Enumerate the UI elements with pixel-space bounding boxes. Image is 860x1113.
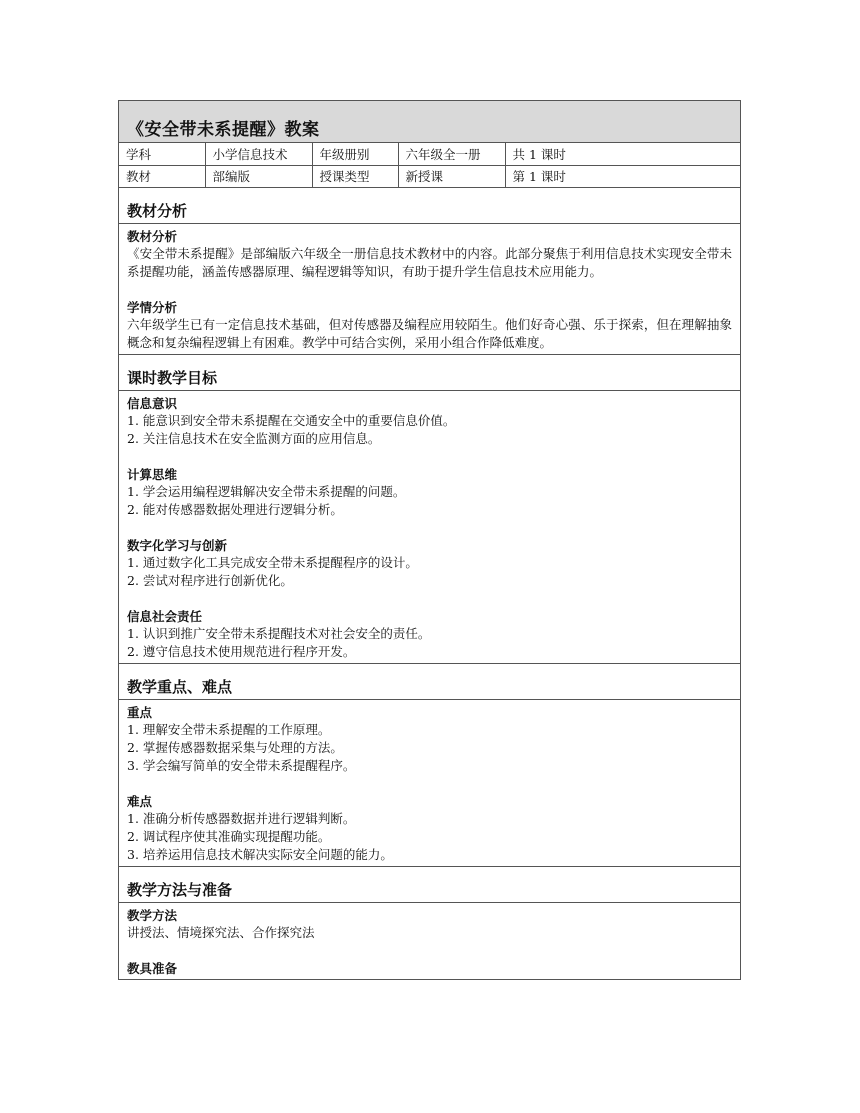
section-body-analysis (119, 224, 740, 355)
paragraph: 《安全带未系提醒》是部编版六年级全一册信息技术教材中的内容。此部分聚焦于利用信息技术实现安全带未系提醒功能，涵盖传感器原理、编程逻辑等知识，有助于提升学生信息技术应用能力。 (127, 245, 732, 279)
meta-cell: 教材 (119, 165, 205, 187)
paragraph: 讲授法、情境探究法、合作探究法 (127, 924, 315, 940)
meta-cell: 第 1 课时 (505, 165, 740, 187)
section-heading-analysis (119, 188, 740, 224)
list-item: 2. 遵守信息技术使用规范进行程序开发。 (127, 643, 356, 659)
document-title: 《安全带未系提醒》教案 (127, 120, 320, 140)
subheading: 数字化学习与创新 (127, 537, 228, 553)
subheading: 计算思维 (127, 466, 178, 482)
subheading: 教学方法 (127, 907, 178, 923)
section-body-keypoints (119, 700, 740, 867)
meta-cell: 小学信息技术 (205, 143, 312, 165)
list-item: 2. 掌握传感器数据采集与处理的方法。 (127, 739, 343, 755)
section-body-objectives (119, 391, 740, 664)
section-heading-methods (119, 867, 740, 903)
paragraph: 六年级学生已有一定信息技术基础，但对传感器及编程应用较陌生。他们好奇心强、乐于探索，但在理解抽象概念和复杂编程逻辑上有困难。教学中可结合实例，采用小组合作降低难度。 (127, 316, 732, 350)
meta-cell: 部编版 (205, 165, 312, 187)
meta-row-1 (119, 143, 740, 165)
section-body-methods (119, 903, 740, 979)
meta-cell: 授课类型 (312, 165, 398, 187)
list-item: 1. 学会运用编程逻辑解决安全带未系提醒的问题。 (127, 483, 406, 499)
list-item: 3. 学会编写简单的安全带未系提醒程序。 (127, 757, 356, 773)
list-item: 2. 关注信息技术在安全监测方面的应用信息。 (127, 430, 381, 446)
subheading: 重点 (127, 704, 153, 720)
section-heading-keypoints (119, 664, 740, 700)
section-title: 教学重点、难点 (127, 677, 233, 696)
meta-row-2 (119, 165, 740, 187)
list-item: 2. 尝试对程序进行创新优化。 (127, 572, 293, 588)
meta-cell: 共 1 课时 (505, 143, 740, 165)
lesson-plan-document (118, 100, 741, 980)
subheading: 教材分析 (127, 228, 178, 244)
section-heading-objectives (119, 355, 740, 391)
section-title: 教学方法与准备 (127, 880, 233, 899)
subheading: 难点 (127, 793, 153, 809)
section-title: 课时教学目标 (127, 368, 218, 387)
meta-cell: 六年级全一册 (398, 143, 505, 165)
meta-cell: 年级册别 (312, 143, 398, 165)
subheading: 信息意识 (127, 395, 178, 411)
list-item: 2. 能对传感器数据处理进行逻辑分析。 (127, 501, 343, 517)
list-item: 1. 能意识到安全带未系提醒在交通安全中的重要信息价值。 (127, 412, 456, 428)
list-item: 2. 调试程序使其准确实现提醒功能。 (127, 828, 331, 844)
list-item: 1. 通过数字化工具完成安全带未系提醒程序的设计。 (127, 554, 418, 570)
subheading: 信息社会责任 (127, 608, 203, 624)
meta-table (119, 143, 740, 188)
list-item: 1. 理解安全带未系提醒的工作原理。 (127, 721, 331, 737)
title-row (119, 101, 740, 143)
section-title: 教材分析 (127, 201, 188, 220)
subheading: 教具准备 (127, 960, 178, 976)
meta-cell: 新授课 (398, 165, 505, 187)
meta-cell: 学科 (119, 143, 205, 165)
list-item: 3. 培养运用信息技术解决实际安全问题的能力。 (127, 846, 393, 862)
subheading: 学情分析 (127, 299, 178, 315)
list-item: 1. 准确分析传感器数据并进行逻辑判断。 (127, 810, 356, 826)
list-item: 1. 认识到推广安全带未系提醒技术对社会安全的责任。 (127, 625, 431, 641)
